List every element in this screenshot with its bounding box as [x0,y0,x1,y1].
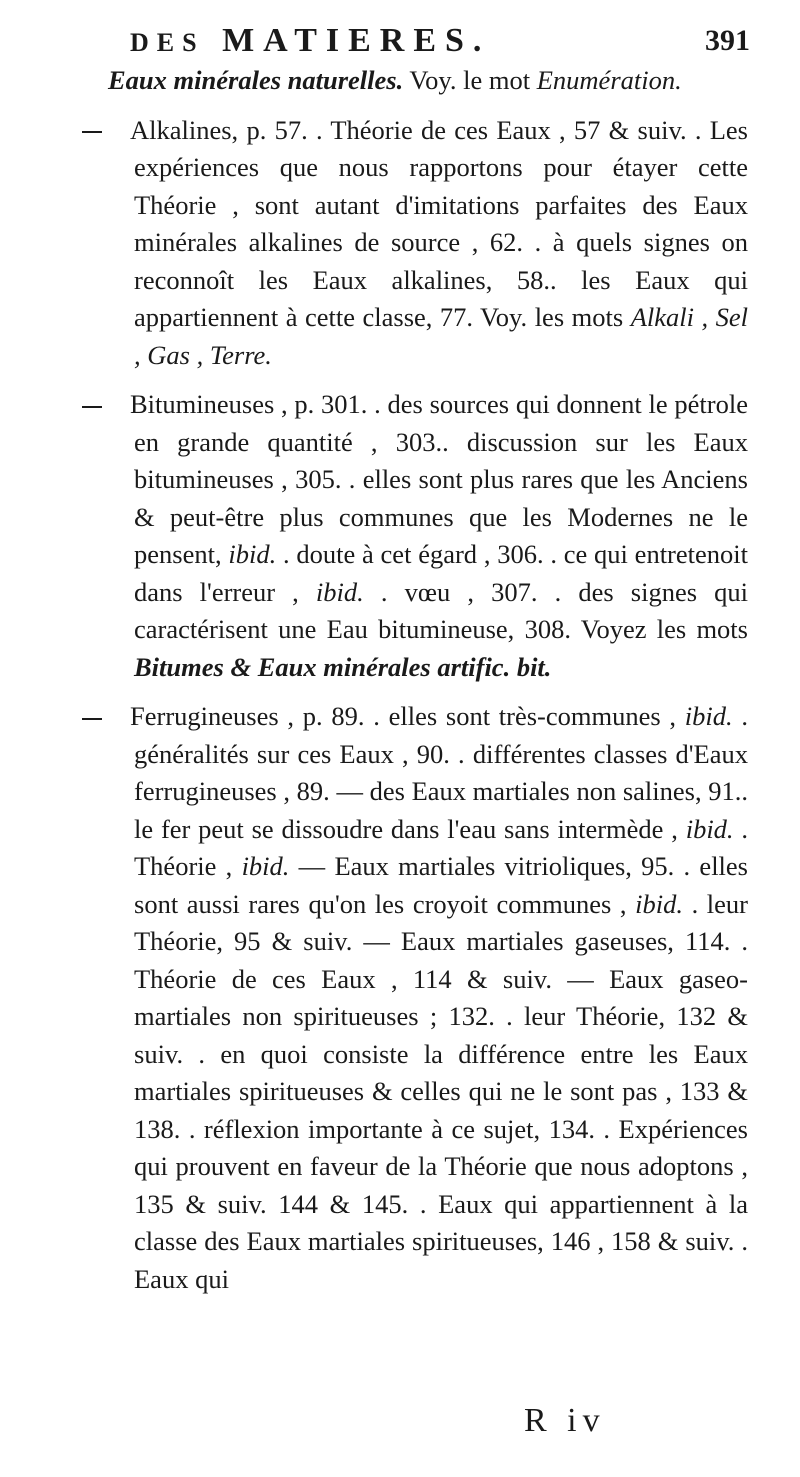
ibid-reference: ibid. [684,701,733,731]
index-text [108,62,748,1310]
ibid-reference: ibid. [228,539,277,569]
signature-mark: R iv [524,1402,606,1439]
entry-text: Bitumineuses , p. 301. . des sources qui donnent le pétrole en grande quantité , 303.. discussion sur les Eaux bitumineuses , 305. . elles sont plus rares que les Anciens & peut-être plus communes que les Modernes ne le pensent, [130,389,748,569]
page-number: 391 [705,24,750,57]
running-title-main: MATIERES. [222,22,491,59]
running-title [130,22,490,60]
entry-heading: Eaux minérales naturelles. [108,65,404,95]
index-entry-alkalines [108,112,748,375]
entry-text: Alkalines, p. 57. . Théorie de ces Eaux , 57 & suiv. . Les expériences que nous rapportons pour étayer cette Théorie , sont autant d'imitations parfaites des Eaux minérales alkalines de source , 62. . à quels signes on reconnoît les Eaux alkalines, 58.. les Eaux qui appartiennent à cette classe, 77. Voy. les mots [130,114,748,332]
ibid-reference: ibid. [241,851,290,881]
entry-text: . vœu , 307. . des signes qui caractérisent une Eau bitumineuse, 308. Voyez les mots [134,576,748,644]
entry-cross-reference: Enumération. [536,65,682,95]
entry-text: . généralités sur ces Eaux , 90. . différentes classes d'Eaux ferrugineuses , 89. — des Eaux martiales non salines, 91.. le fer peut se dissoudre dans l'eau sans intermède , [134,701,748,844]
index-entry-bitumineuses [108,386,748,686]
entry-cross-reference: Bitumes & Eaux minérales artific. bit. [134,651,552,682]
em-dash-mark [108,698,130,736]
em-dash-mark [108,112,130,150]
index-entry-ferrugineuses [108,698,748,1298]
entry-text: — Eaux martiales vitrioliques, 95. . elles sont aussi rares qu'on les croyoit communes , [134,851,748,919]
ibid-reference: ibid. [635,888,683,919]
ibid-reference: ibid. [315,576,364,607]
ibid-reference: ibid. [685,813,734,844]
index-entry-eaux-minerales [108,62,748,100]
entry-text: . doute à cet égard , 306. . ce qui entretenoit dans l'erreur , [134,539,748,607]
entry-cross-reference: Alkali , Sel , Gas , Terre. [134,302,748,370]
entry-text: . Théorie , [134,813,749,881]
entry-text: Ferrugineuses , p. 89. . elles sont très-communes , [130,701,685,731]
entry-text: Voy. le mot [403,65,537,95]
em-dash-mark [108,386,130,424]
running-title-prefix: DES [130,28,205,57]
entry-text: . leur Théorie, 95 & suiv. — Eaux martiales gaseuses, 114. . Théorie de ces Eaux , 114 & suiv. — Eaux gaseo-martiales non spiritueuses ; 132. . leur Théorie, 132 & suiv. . en quoi consiste la différence entre les Eaux martiales spiritueuses & celles qui ne le sont pas , 133 & 138. . réflexion importante à ce sujet, 134. . Expériences qui prouvent en faveur de la Théorie que nous adoptons , 135 & suiv. 144 & 145. . Eaux qui appartiennent à la classe des Eaux martiales spiritueuses, 146 , 158 & suiv. . Eaux qui [134,888,748,1294]
running-head [130,14,750,60]
